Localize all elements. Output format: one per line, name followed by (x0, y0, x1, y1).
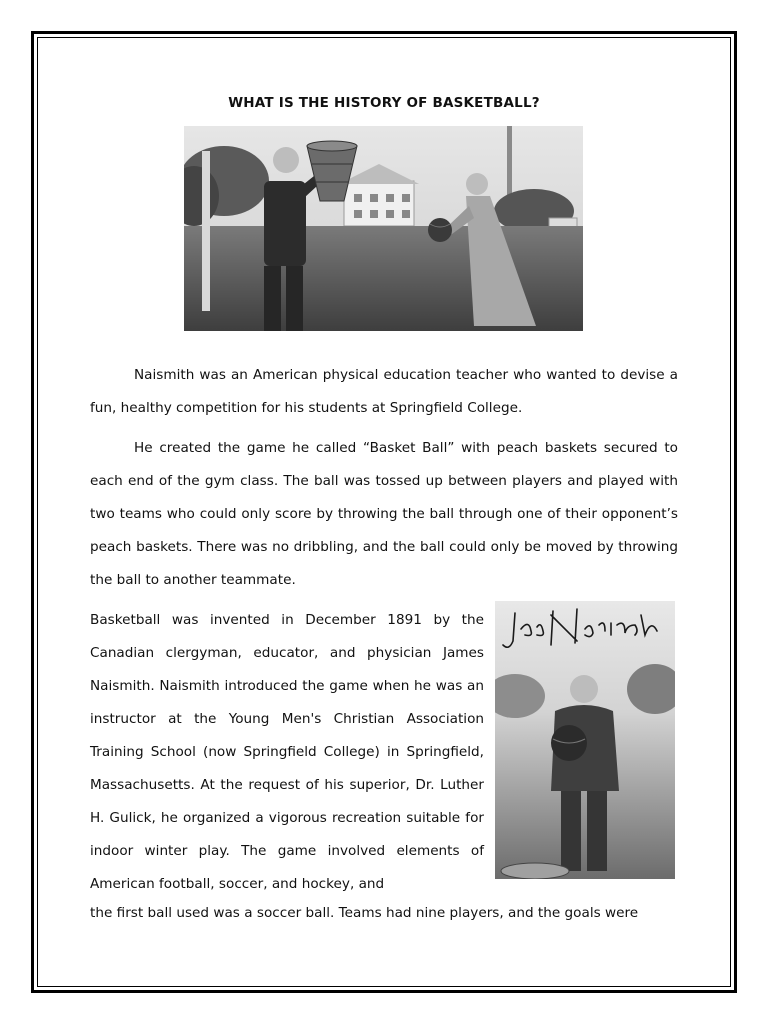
paragraph-3 (90, 604, 484, 901)
paragraph-3-text: Basketball was invented in December 1891 by the Canadian clergyman, educator, and physician James Naismith. Naismith introduced the game when he was an instructor at the Young Men's Christian Association Training School (now Springfield College) in Springfield, Massachusetts. At the request of his superior, Dr. Luther H. Gulick, he organized a vigorous recreation suitable for indoor winter play. The game involved elements of American football, soccer, and hockey, and (90, 612, 484, 892)
paragraph-3-continued (90, 897, 678, 930)
paragraph-3-continued-text: the first ball used was a soccer ball. Teams had nine players, and the goals were (90, 905, 639, 921)
paragraph-2-text: He created the game he called “Basket Ball” with peach baskets secured to each end of the gym class. The ball was tossed up between players and played with two teams who could only score by throwing the ball through one of their opponent’s peach baskets. There was no dribbling, and the ball could only be moved by throwing the ball to another teammate. (90, 440, 678, 588)
page-title: WHAT IS THE HISTORY OF BASKETBALL? (228, 95, 540, 111)
photo-naismith-holding-peach-basket (184, 126, 583, 331)
paragraph-2 (90, 432, 678, 597)
photo-james-naismith-portrait (495, 601, 675, 879)
paragraph-1-text: Naismith was an American physical education teacher who wanted to devise a fun, healthy competition for his students at Springfield College. (90, 367, 678, 416)
paragraph-1 (90, 359, 678, 425)
